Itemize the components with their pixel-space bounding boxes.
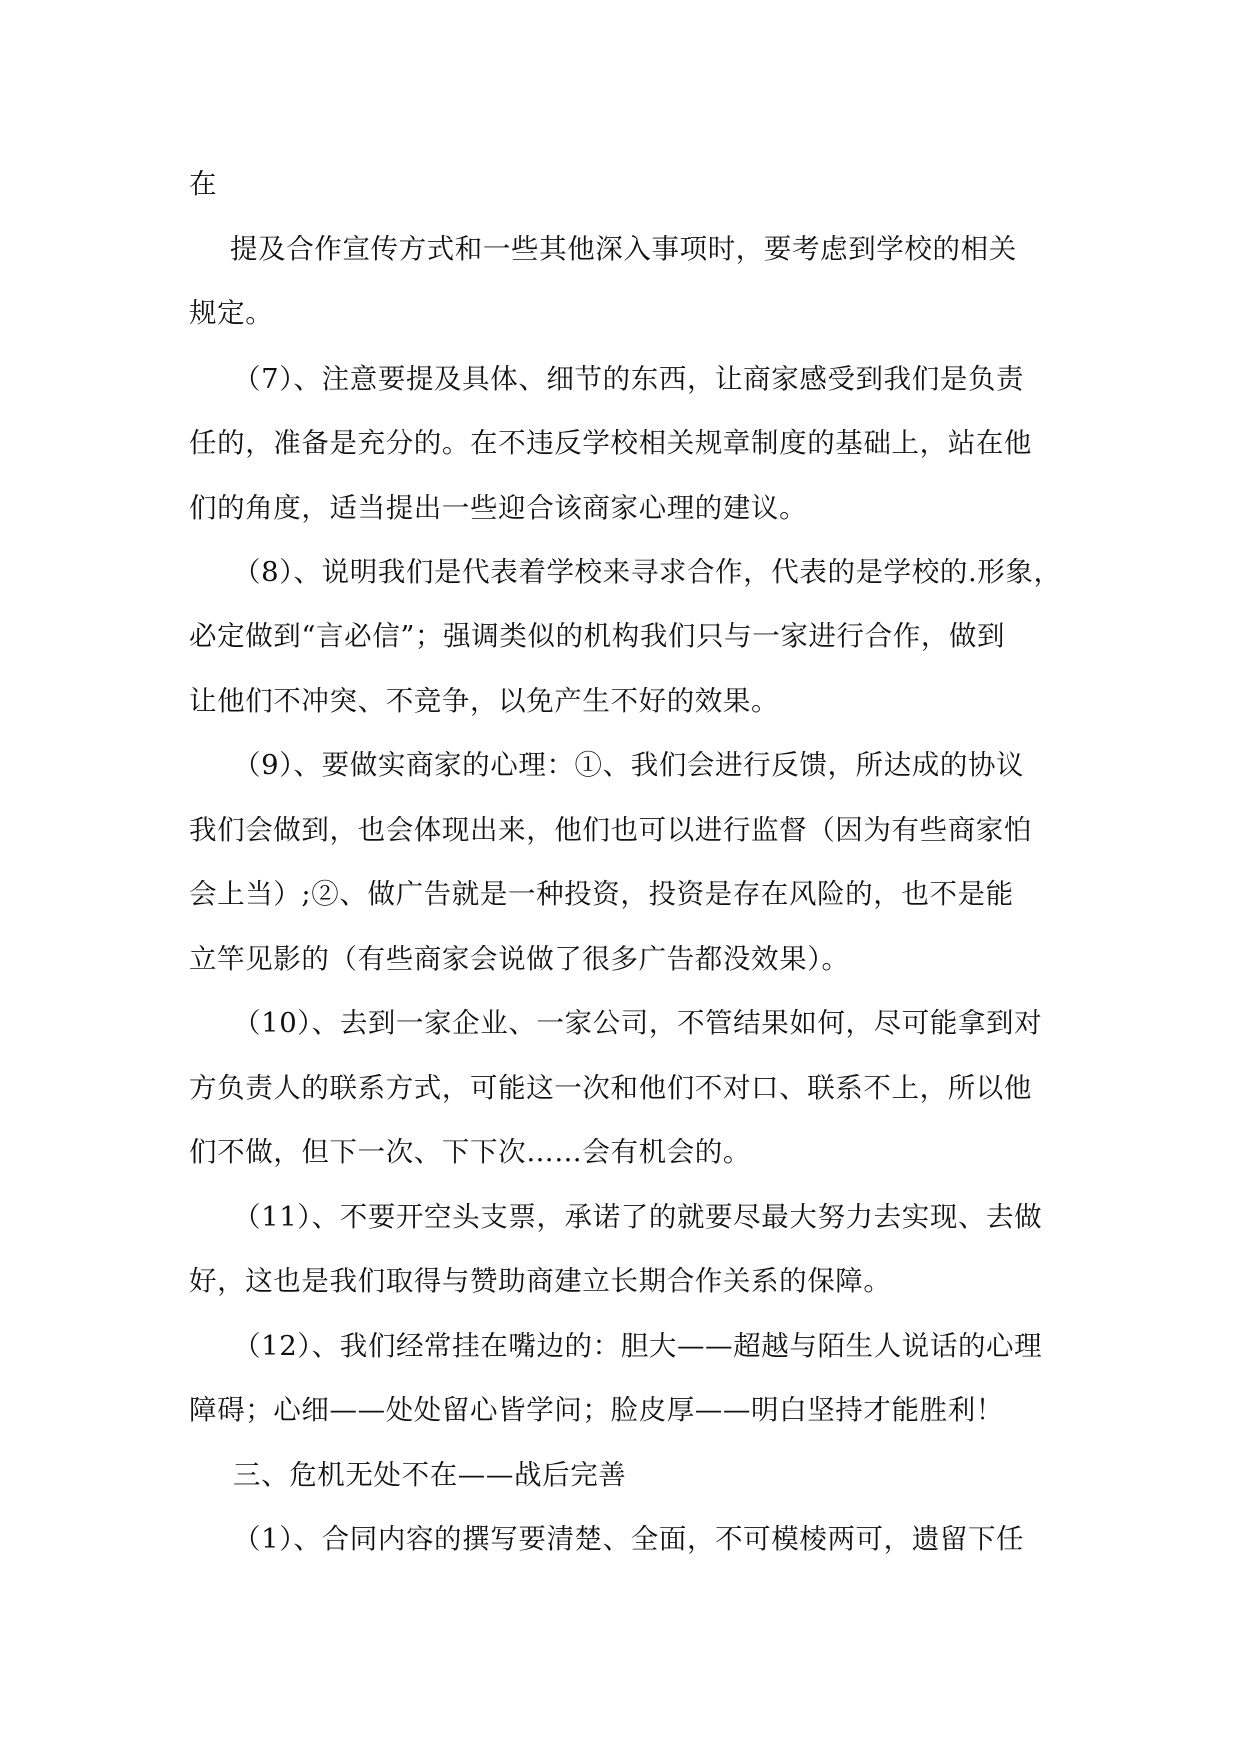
text-line: （7）、注意要提及具体、细节的东西，让商家感受到我们是负责 <box>233 363 1025 395</box>
section-heading: 三、危机无处不在——战后完善 <box>233 1459 627 1491</box>
text-line: 们不做，但下一次、下下次……会有机会的。 <box>189 1136 751 1168</box>
text-line: （1）、合同内容的撰写要清楚、全面，不可模棱两可，遗留下任 <box>233 1523 1025 1555</box>
text-line: 规定。 <box>189 297 274 329</box>
text-line: 们的角度，适当提出一些迎合该商家心理的建议。 <box>189 492 808 524</box>
text-line: 让他们不冲突、不竞争，以免产生不好的效果。 <box>189 685 780 717</box>
text-line: 好，这也是我们取得与赞助商建立长期合作关系的保障。 <box>189 1265 892 1297</box>
text-line: （10）、去到一家企业、一家公司，不管结果如何，尽可能拿到对 <box>233 1007 1043 1039</box>
text-line: 方负责人的联系方式，可能这一次和他们不对口、联系不上，所以他 <box>189 1072 1032 1104</box>
text-line: 任的，准备是充分的。在不违反学校相关规章制度的基础上，站在他 <box>189 427 1032 459</box>
text-line: 障碍；心细——处处留心皆学问；脸皮厚——明白坚持才能胜利！ <box>189 1394 1004 1426</box>
text-line: （12）、我们经常挂在嘴边的：胆大——超越与陌生人说话的心理 <box>233 1330 1043 1362</box>
text-line: （8）、说明我们是代表着学校来寻求合作，代表的是学校的.形象， <box>233 556 1062 588</box>
text-line: 我们会做到，也会体现出来，他们也可以进行监督（因为有些商家怕 <box>189 814 1032 846</box>
text-line: 提及合作宣传方式和一些其他深入事项时，要考虑到学校的相关 <box>230 233 1017 265</box>
text-line: 在 <box>189 168 218 200</box>
text-line: 必定做到“言必信”；强调类似的机构我们只与一家进行合作，做到 <box>189 620 1006 652</box>
text-line: （11）、不要开空头支票，承诺了的就要尽最大努力去实现、去做 <box>233 1201 1043 1233</box>
text-line: （9）、要做实商家的心理：①、我们会进行反馈，所达成的协议 <box>233 749 1025 781</box>
text-line: 立竿见影的（有些商家会说做了很多广告都没效果）。 <box>189 943 850 975</box>
text-line: 会上当）;②、做广告就是一种投资，投资是存在风险的，也不是能 <box>189 878 1014 910</box>
